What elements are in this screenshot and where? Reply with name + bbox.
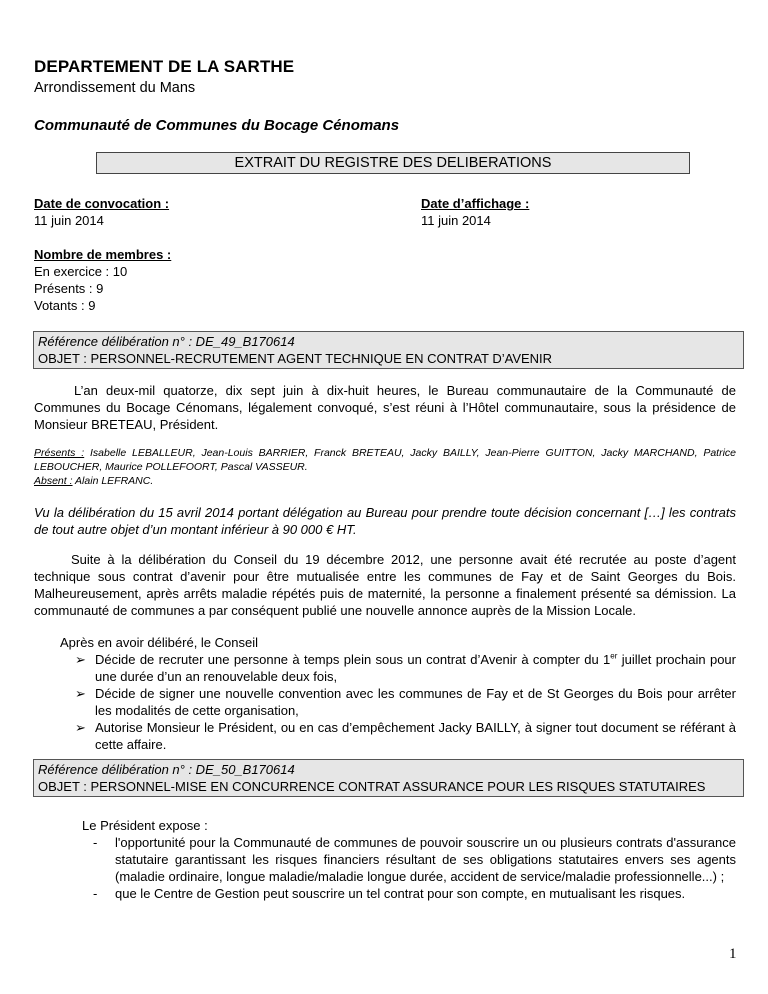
decision-item xyxy=(75,719,736,753)
deliberation-2-reference-box xyxy=(33,759,744,797)
membres-exercice: En exercice : 10 xyxy=(34,264,128,279)
convocation-label: Date de convocation : xyxy=(34,196,170,211)
conseil-intro: Après en avoir délibéré, le Conseil xyxy=(60,635,258,650)
dash-bullet-icon: - xyxy=(93,886,98,901)
affichage-label: Date d’affichage : xyxy=(421,196,530,211)
absent-list: Alain LEFRANC. xyxy=(72,475,154,487)
page-number: 1 xyxy=(729,946,737,962)
decision-1-text-b: juillet prochain pour une durée d’un an renouvelable deux fois, xyxy=(95,652,736,684)
expose-intro: Le Président expose : xyxy=(82,818,208,833)
absent-label: Absent : xyxy=(34,475,73,487)
decision-1-text-a: Décide de recruter une personne à temps plein sous un contrat d’Avenir à compter du 1 xyxy=(95,652,611,667)
attendance-block xyxy=(34,446,736,488)
presents-label: Présents : xyxy=(34,447,85,459)
arrow-bullet-icon: ➢ xyxy=(75,720,86,735)
decisions-block xyxy=(60,634,736,753)
decision-2-text: Décide de signer une nouvelle convention avec les communes de Fay et de St Georges du Bois pour arrêter les modalités de cette organisation, xyxy=(95,686,736,718)
decision-item xyxy=(75,651,736,685)
convocation-date: 11 juin 2014 xyxy=(34,213,104,228)
expose-item xyxy=(82,885,736,902)
deliberation-1-intro: L’an deux-mil quatorze, dix sept juin à dix-huit heures, le Bureau communautaire de la Communauté de Communes du Bocage Cénomans, légalement convoqué, s’est réuni à l’Hôtel communautaire, sous la présidence de Monsieur BRETEAU, Président. xyxy=(34,383,736,432)
membres-votants: Votants : 9 xyxy=(34,298,96,313)
arrow-bullet-icon: ➢ xyxy=(75,652,86,667)
dash-bullet-icon: - xyxy=(93,835,98,850)
communaute-name: Communauté de Communes du Bocage Cénomans xyxy=(34,117,400,134)
decision-list xyxy=(75,651,736,753)
vu-deliberation: Vu la délibération du 15 avril 2014 portant délégation au Bureau pour prendre toute décision concernant […] les contrats de tout autre objet d’un montant inférieur à 90 000 € HT. xyxy=(34,505,736,537)
deliberation-2-reference: Référence délibération n° : DE_50_B170614 xyxy=(38,762,295,777)
arrondissement: Arrondissement du Mans xyxy=(34,80,196,96)
expose-list xyxy=(82,834,736,902)
deliberation-1-reference: Référence délibération n° : DE_49_B170614 xyxy=(38,334,295,349)
expose-item xyxy=(82,834,736,885)
expose-point-2: que le Centre de Gestion peut souscrire un tel contrat pour son compte, en mutualisant les risques. xyxy=(115,886,686,901)
membres-label: Nombre de membres : xyxy=(34,247,172,262)
expose-point-1: l'opportunité pour la Communauté de communes de pouvoir souscrire un ou plusieurs contrats d'assurance statutaire garantissant les risques financiers résultant de ses obligations statutaires envers ses agents (maladie ordinaire, longue maladie/maladie longue durée, accident de service/maladie professionnelle...) ; xyxy=(115,835,736,884)
deliberation-1-reference-box xyxy=(33,331,744,369)
affichage-block xyxy=(421,195,529,229)
decision-item xyxy=(75,685,736,719)
affichage-date: 11 juin 2014 xyxy=(421,213,491,228)
expose-block xyxy=(82,817,736,902)
deliberation-2-objet: OBJET : PERSONNEL-MISE EN CONCURRENCE CONTRAT ASSURANCE POUR LES RISQUES STATUTAIRES xyxy=(38,779,706,794)
membres-block xyxy=(34,246,171,314)
arrow-bullet-icon: ➢ xyxy=(75,686,86,701)
deliberation-1-contexte: Suite à la délibération du Conseil du 19 décembre 2012, une personne avait été recrutée au poste d’agent technique sous contrat d’avenir pour être mutualisée entre les communes de Fay et de Saint Georges du Bois. Malheureusement, après arrêts maladie répétés puis de maternité, la personne a finalement présenté sa démission. La communauté de communes a par conséquent publié une nouvelle annonce auprès de la Mission Locale. xyxy=(34,552,736,618)
department-title: DEPARTEMENT DE LA SARTHE xyxy=(34,57,295,76)
extrait-banner: EXTRAIT DU REGISTRE DES DELIBERATIONS xyxy=(96,152,690,174)
convocation-block xyxy=(34,195,169,229)
decision-1-sup: er xyxy=(610,651,618,661)
deliberation-1-objet: OBJET : PERSONNEL-RECRUTEMENT AGENT TECHNIQUE EN CONTRAT D’AVENIR xyxy=(38,351,553,366)
presents-list: Isabelle LEBALLEUR, Jean-Louis BARRIER, Franck BRETEAU, Jacky BAILLY, Jean-Pierre GUITTON, Jacky MARCHAND, Patrice LEBOUCHER, Maurice POLLEFOORT, Pascal VASSEUR. xyxy=(34,447,737,473)
membres-presents: Présents : 9 xyxy=(34,281,104,296)
decision-3-text: Autorise Monsieur le Président, ou en cas d’empêchement Jacky BAILLY, à signer tout document se référant à cette affaire. xyxy=(95,720,736,752)
